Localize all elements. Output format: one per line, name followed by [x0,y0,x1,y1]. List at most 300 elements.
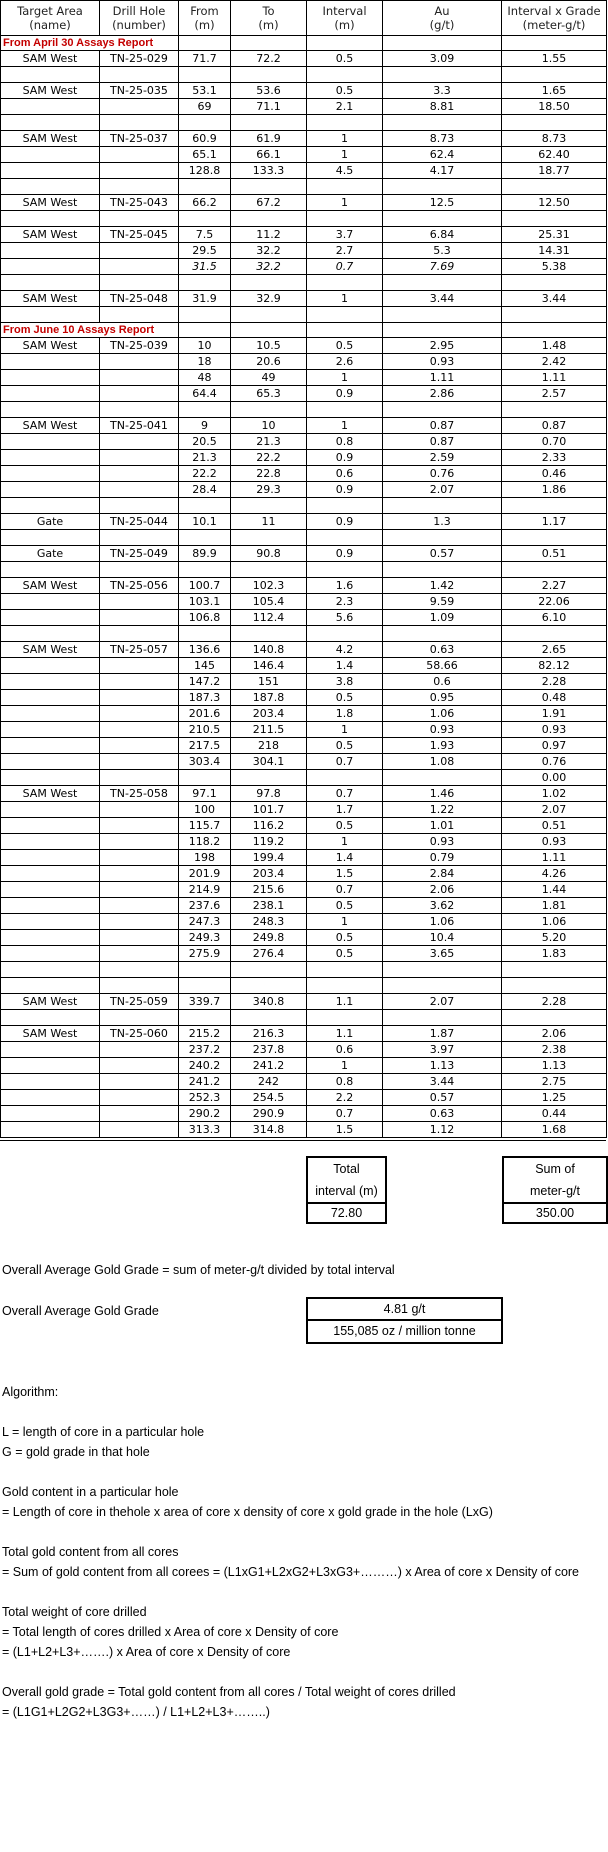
cell-interval-x-grade: 2.06 [502,1026,607,1042]
cell-to: 32.2 [231,243,307,259]
spacer-row [1,530,607,546]
cell-interval-x-grade: 0.51 [502,818,607,834]
cell-to: 71.1 [231,99,307,115]
header-interval-x-grade: Interval x Grade (meter-g/t) [502,1,607,36]
cell-au: 3.09 [383,51,502,67]
cell-target-area [1,147,100,163]
empty-cell [383,530,502,546]
cell-interval-x-grade: 4.26 [502,866,607,882]
cell-target-area: SAM West [1,418,100,434]
cell-drill-hole [100,482,179,498]
cell-interval: 0.7 [307,786,383,802]
table-row [1,1058,607,1074]
cell-to: 276.4 [231,946,307,962]
cell-interval-x-grade: 0.87 [502,418,607,434]
cell-au: 4.17 [383,163,502,179]
cell-target-area [1,866,100,882]
cell-interval: 0.6 [307,466,383,482]
cell-target-area [1,946,100,962]
table-row [1,642,607,658]
header-from: From (m) [179,1,231,36]
cell-drill-hole [100,1042,179,1058]
cell-drill-hole [100,898,179,914]
empty-cell [100,498,179,514]
cell-interval: 0.9 [307,450,383,466]
empty-cell [1,498,100,514]
cell-from: 7.5 [179,227,231,243]
empty-cell [502,498,607,514]
cell-from: 313.3 [179,1122,231,1138]
table-row [1,578,607,594]
cell-drill-hole [100,1122,179,1138]
cell-target-area: SAM West [1,195,100,211]
empty-cell [231,562,307,578]
cell-drill-hole [100,243,179,259]
empty-cell [383,115,502,131]
cell-target-area [1,802,100,818]
total-gold-formula: = Sum of gold content from all corees = (L1xG1+L2xG2+L3xG3+………) x Area of core x Density of core [2,1565,580,1579]
cell-to: 102.3 [231,578,307,594]
cell-interval: 0.6 [307,1042,383,1058]
table-row [1,466,607,482]
table-row [1,818,607,834]
cell-drill-hole [100,754,179,770]
empty-cell [307,211,383,227]
cell-drill-hole: TN-25-037 [100,131,179,147]
cell-interval: 0.8 [307,434,383,450]
cell-to [231,770,307,786]
cell-drill-hole [100,946,179,962]
table-row [1,418,607,434]
cell-au: 0.6 [383,674,502,690]
cell-from: 237.6 [179,898,231,914]
cell-au: 1.42 [383,578,502,594]
cell-interval-x-grade: 0.76 [502,754,607,770]
empty-cell [1,402,100,418]
cell-au: 12.5 [383,195,502,211]
divider [0,1140,606,1141]
cell-target-area: SAM West [1,227,100,243]
table-row [1,1090,607,1106]
table-row [1,338,607,354]
cell-au: 1.22 [383,802,502,818]
cell-interval-x-grade: 6.10 [502,610,607,626]
cell-target-area: SAM West [1,83,100,99]
cell-target-area: SAM West [1,994,100,1010]
grade-label: Overall Average Gold Grade [2,1304,159,1318]
cell-interval: 2.7 [307,243,383,259]
cell-au: 3.3 [383,83,502,99]
cell-target-area [1,1122,100,1138]
cell-to: 20.6 [231,354,307,370]
cell-interval: 0.9 [307,482,383,498]
cell-target-area [1,243,100,259]
cell-interval: 1 [307,418,383,434]
empty-cell [179,275,231,291]
cell-au: 62.4 [383,147,502,163]
empty-cell [502,179,607,195]
empty-cell [502,530,607,546]
cell-from: 240.2 [179,1058,231,1074]
cell-drill-hole [100,610,179,626]
cell-interval: 1.5 [307,1122,383,1138]
table-row [1,386,607,402]
table-row [1,1106,607,1122]
empty-cell [231,978,307,994]
cell-au: 3.97 [383,1042,502,1058]
cell-interval: 1.8 [307,706,383,722]
cell-au: 3.44 [383,291,502,307]
cell-from: 252.3 [179,1090,231,1106]
cell-interval: 0.9 [307,386,383,402]
cell-au: 0.76 [383,466,502,482]
cell-drill-hole [100,658,179,674]
cell-to: 290.9 [231,1106,307,1122]
cell-drill-hole [100,163,179,179]
header-drill-hole: Drill Hole (number) [100,1,179,36]
table-row [1,1026,607,1042]
cell-interval-x-grade: 8.73 [502,131,607,147]
table-row [1,834,607,850]
cell-to: 146.4 [231,658,307,674]
spacer-row [1,962,607,978]
cell-interval: 1 [307,291,383,307]
cell-to: 119.2 [231,834,307,850]
table-row [1,722,607,738]
cell-target-area [1,1074,100,1090]
cell-interval-x-grade: 1.13 [502,1058,607,1074]
cell-to: 65.3 [231,386,307,402]
cell-from: 71.7 [179,51,231,67]
cell-interval-x-grade: 1.25 [502,1090,607,1106]
empty-cell [307,626,383,642]
cell-target-area: SAM West [1,51,100,67]
table-row [1,147,607,163]
empty-cell [100,978,179,994]
cell-drill-hole [100,259,179,275]
cell-to: 314.8 [231,1122,307,1138]
cell-target-area [1,882,100,898]
empty-cell [1,275,100,291]
empty-cell [502,562,607,578]
cell-drill-hole [100,818,179,834]
cell-to: 72.2 [231,51,307,67]
cell-to: 105.4 [231,594,307,610]
cell-au: 1.11 [383,370,502,386]
empty-cell [231,211,307,227]
cell-interval-x-grade: 1.68 [502,1122,607,1138]
spacer-row [1,115,607,131]
table-row [1,882,607,898]
cell-target-area [1,722,100,738]
cell-drill-hole [100,850,179,866]
cell-from: 210.5 [179,722,231,738]
cell-interval: 1 [307,914,383,930]
cell-to: 211.5 [231,722,307,738]
cell-interval-x-grade: 2.57 [502,386,607,402]
cell-interval-x-grade: 62.40 [502,147,607,163]
header-interval: Interval (m) [307,1,383,36]
cell-to: 248.3 [231,914,307,930]
table-row [1,163,607,179]
cell-target-area: SAM West [1,578,100,594]
cell-from: 53.1 [179,83,231,99]
cell-au: 2.07 [383,994,502,1010]
cell-from: 241.2 [179,1074,231,1090]
table-row [1,770,607,786]
cell-interval-x-grade: 3.44 [502,291,607,307]
cell-target-area [1,354,100,370]
cell-interval-x-grade: 1.86 [502,482,607,498]
cell-au: 0.57 [383,1090,502,1106]
cell-target-area [1,914,100,930]
cell-interval: 2.1 [307,99,383,115]
table-row [1,658,607,674]
empty-cell [502,211,607,227]
spacer-row [1,275,607,291]
cell-interval-x-grade: 25.31 [502,227,607,243]
cell-interval-x-grade: 1.44 [502,882,607,898]
empty-cell [1,1010,100,1026]
cell-target-area [1,674,100,690]
empty-cell [231,498,307,514]
cell-to: 218 [231,738,307,754]
empty-cell [307,1010,383,1026]
cell-target-area [1,163,100,179]
empty-cell [100,211,179,227]
algorithm-def-g: G = gold grade in that hole [2,1445,150,1459]
cell-interval-x-grade: 12.50 [502,195,607,211]
cell-from [179,770,231,786]
spacer-row [1,1010,607,1026]
cell-from: 187.3 [179,690,231,706]
table-row [1,291,607,307]
cell-target-area: Gate [1,514,100,530]
cell-to: 29.3 [231,482,307,498]
empty-cell [383,179,502,195]
cell-au: 2.86 [383,386,502,402]
empty-cell [100,179,179,195]
empty-cell [1,115,100,131]
cell-drill-hole: TN-25-056 [100,578,179,594]
empty-cell [179,962,231,978]
cell-target-area [1,770,100,786]
cell-interval: 2.3 [307,594,383,610]
cell-interval-x-grade: 0.44 [502,1106,607,1122]
cell-interval: 1 [307,722,383,738]
table-row [1,546,607,562]
cell-drill-hole [100,1074,179,1090]
cell-drill-hole: TN-25-035 [100,83,179,99]
empty-cell [307,323,383,338]
cell-interval: 1.1 [307,1026,383,1042]
cell-drill-hole: TN-25-048 [100,291,179,307]
cell-interval: 0.5 [307,51,383,67]
empty-cell [179,67,231,83]
empty-cell [502,36,607,51]
total-gold-title: Total gold content from all cores [2,1545,179,1559]
cell-drill-hole: TN-25-060 [100,1026,179,1042]
cell-from: 106.8 [179,610,231,626]
cell-to: 97.8 [231,786,307,802]
cell-interval-x-grade: 18.50 [502,99,607,115]
cell-interval: 1 [307,370,383,386]
cell-to: 216.3 [231,1026,307,1042]
cell-to: 116.2 [231,818,307,834]
cell-interval: 1 [307,131,383,147]
cell-interval-x-grade: 0.48 [502,690,607,706]
cell-target-area [1,450,100,466]
empty-cell [307,36,383,51]
cell-drill-hole [100,147,179,163]
cell-interval-x-grade: 82.12 [502,658,607,674]
cell-to: 10 [231,418,307,434]
table-row [1,131,607,147]
cell-interval [307,770,383,786]
table-row [1,482,607,498]
cell-drill-hole [100,738,179,754]
cell-to: 90.8 [231,546,307,562]
cell-to: 238.1 [231,898,307,914]
cell-from: 100.7 [179,578,231,594]
table-row [1,99,607,115]
empty-cell [1,211,100,227]
cell-target-area [1,610,100,626]
cell-target-area [1,930,100,946]
empty-cell [231,962,307,978]
cell-to: 10.5 [231,338,307,354]
cell-from: 20.5 [179,434,231,450]
table-row [1,243,607,259]
table-row [1,866,607,882]
header-row [1,1,607,36]
table-row [1,930,607,946]
table-row [1,690,607,706]
cell-from: 103.1 [179,594,231,610]
cell-from: 217.5 [179,738,231,754]
empty-cell [231,626,307,642]
empty-cell [502,402,607,418]
cell-target-area [1,754,100,770]
cell-interval: 1.5 [307,866,383,882]
cell-from: 249.3 [179,930,231,946]
empty-cell [231,67,307,83]
empty-cell [179,115,231,131]
cell-interval-x-grade: 18.77 [502,163,607,179]
empty-cell [1,562,100,578]
empty-cell [100,115,179,131]
cell-interval-x-grade: 1.11 [502,850,607,866]
cell-au: 3.65 [383,946,502,962]
empty-cell [179,307,231,323]
header-au: Au (g/t) [383,1,502,36]
weight-formula-2: = (L1+L2+L3+…….) x Area of core x Density of core [2,1645,291,1659]
cell-interval: 0.5 [307,818,383,834]
empty-cell [502,1010,607,1026]
total-interval-value: 72.80 [308,1202,385,1222]
cell-from: 100 [179,802,231,818]
empty-cell [383,36,502,51]
cell-from: 237.2 [179,1042,231,1058]
empty-cell [1,978,100,994]
section-label: From June 10 Assays Report [1,323,179,338]
table-row [1,594,607,610]
cell-from: 18 [179,354,231,370]
cell-interval: 0.5 [307,738,383,754]
empty-cell [100,402,179,418]
cell-drill-hole: TN-25-041 [100,418,179,434]
cell-drill-hole: TN-25-058 [100,786,179,802]
empty-cell [231,530,307,546]
empty-cell [1,626,100,642]
cell-to: 67.2 [231,195,307,211]
cell-from: 275.9 [179,946,231,962]
cell-target-area [1,818,100,834]
cell-target-area [1,386,100,402]
cell-target-area: Gate [1,546,100,562]
empty-cell [502,962,607,978]
table-row [1,1074,607,1090]
cell-au: 1.13 [383,1058,502,1074]
cell-interval: 4.2 [307,642,383,658]
table-row [1,370,607,386]
cell-target-area: SAM West [1,786,100,802]
cell-to: 249.8 [231,930,307,946]
cell-au: 0.93 [383,834,502,850]
cell-to: 199.4 [231,850,307,866]
table-row [1,898,607,914]
empty-cell [307,562,383,578]
empty-cell [179,498,231,514]
table-row [1,754,607,770]
cell-to: 133.3 [231,163,307,179]
cell-au: 1.3 [383,514,502,530]
cell-from: 60.9 [179,131,231,147]
cell-interval-x-grade: 0.93 [502,834,607,850]
cell-interval-x-grade: 2.07 [502,802,607,818]
empty-cell [502,115,607,131]
cell-target-area [1,370,100,386]
cell-from: 31.5 [179,259,231,275]
cell-interval-x-grade: 1.55 [502,51,607,67]
cell-from: 303.4 [179,754,231,770]
cell-interval-x-grade: 1.02 [502,786,607,802]
sum-label-2: meter-g/t [529,1184,580,1198]
cell-from: 198 [179,850,231,866]
grade-gt-value: 4.81 g/t [383,1302,426,1316]
empty-cell [383,978,502,994]
algorithm-def-l: L = length of core in a particular hole [2,1425,205,1439]
cell-interval-x-grade: 2.38 [502,1042,607,1058]
cell-au: 0.87 [383,434,502,450]
cell-to: 187.8 [231,690,307,706]
cell-drill-hole [100,914,179,930]
cell-au: 5.3 [383,243,502,259]
empty-cell [179,978,231,994]
empty-cell [1,179,100,195]
empty-cell [179,179,231,195]
table-row [1,434,607,450]
cell-interval: 2.2 [307,1090,383,1106]
total-interval-label-1: Total [333,1162,360,1176]
cell-au: 1.01 [383,818,502,834]
cell-target-area [1,706,100,722]
cell-interval: 1 [307,147,383,163]
table-row [1,227,607,243]
cell-interval-x-grade: 0.51 [502,546,607,562]
empty-cell [1,307,100,323]
cell-to: 304.1 [231,754,307,770]
